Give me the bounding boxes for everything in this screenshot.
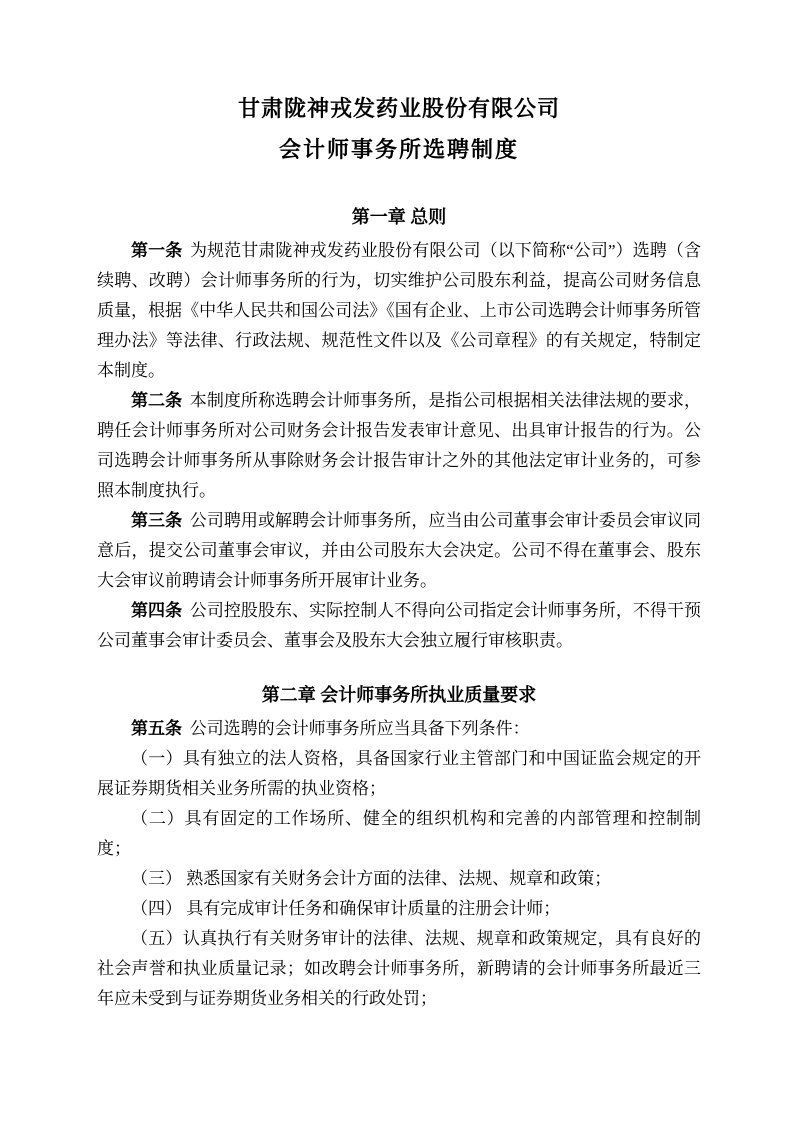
article-3-text: 公司聘用或解聘会计师事务所，应当由公司董事会审计委员会审议同意后，提交公司董事会审议，并由公司股东大会决定。公司不得在董事会、股东大会审议前聘请会计师事务所开展审计业务。 (97, 511, 702, 590)
article-4-paragraph (97, 596, 701, 656)
article-3-paragraph (97, 506, 701, 596)
article-5-text: 公司选聘的会计师事务所应当具备下列条件： (189, 719, 530, 738)
chapter-2-body (97, 714, 701, 1014)
list-item-1: （一）具有独立的法人资格，具备国家行业主管部门和中国证监会规定的开展证券期货相关业务所需的执业资格； (97, 749, 701, 798)
article-1-paragraph (97, 236, 701, 386)
article-1-label: 第一条 (131, 241, 183, 260)
list-item-3: （三） 熟悉国家有关财务会计方面的法律、法规、规章和政策； (131, 869, 612, 888)
article-2-text: 本制度所称选聘会计师事务所，是指公司根据相关法律法规的要求，聘任会计师事务所对公司财务会计报告发表审计意见、出具审计报告的行为。公司选聘会计师事务所从事除财务会计报告审计之外的其他法定审计业务的，可参照本制度执行。 (97, 391, 702, 500)
article-4-label: 第四条 (131, 601, 183, 620)
list-item-5: （五）认真执行有关财务审计的法律、法规、规章和政策规定，具有良好的社会声誉和执业质量记录；如改聘会计师事务所，新聘请的会计师事务所最近三年应未受到与证券期货业务相关的行政处罚； (97, 929, 701, 1008)
list-item-2: （二）具有固定的工作场所、健全的组织机构和完善的内部管理和控制制度； (97, 809, 701, 858)
article-5-label: 第五条 (131, 719, 182, 738)
document-title-line2: 会计师事务所选聘制度 (278, 137, 519, 162)
chapter-2-heading: 第二章 会计师事务所执业质量要求 (261, 685, 537, 705)
article-5-paragraph (97, 714, 701, 744)
article-2-paragraph (97, 386, 701, 506)
article-1-text: 为规范甘肃陇神戎发药业股份有限公司（以下简称“公司”）选聘（含续聘、改聘）会计师事务所的行为，切实维护公司股东利益，提高公司财务信息质量，根据《中华人民共和国公司法》《国有企业、上市公司选聘会计师事务所管理办法》等法律、行政法规、规范性文件以及《公司章程》的有关规定，特制定本制度。 (97, 241, 701, 380)
document-title-line1: 甘肃陇神戎发药业股份有限公司 (237, 96, 560, 121)
article-4-text: 公司控股股东、实际控制人不得向公司指定会计师事务所，不得干预公司董事会审计委员会、董事会及股东大会独立履行审核职责。 (97, 601, 702, 650)
list-item-4: （四） 具有完成审计任务和确保审计质量的注册会计师； (131, 899, 561, 918)
chapter-1-heading: 第一章 总则 (351, 207, 447, 227)
chapter-1-body (97, 236, 701, 656)
article-3-label: 第三条 (131, 511, 183, 530)
article-2-label: 第二条 (131, 391, 183, 410)
